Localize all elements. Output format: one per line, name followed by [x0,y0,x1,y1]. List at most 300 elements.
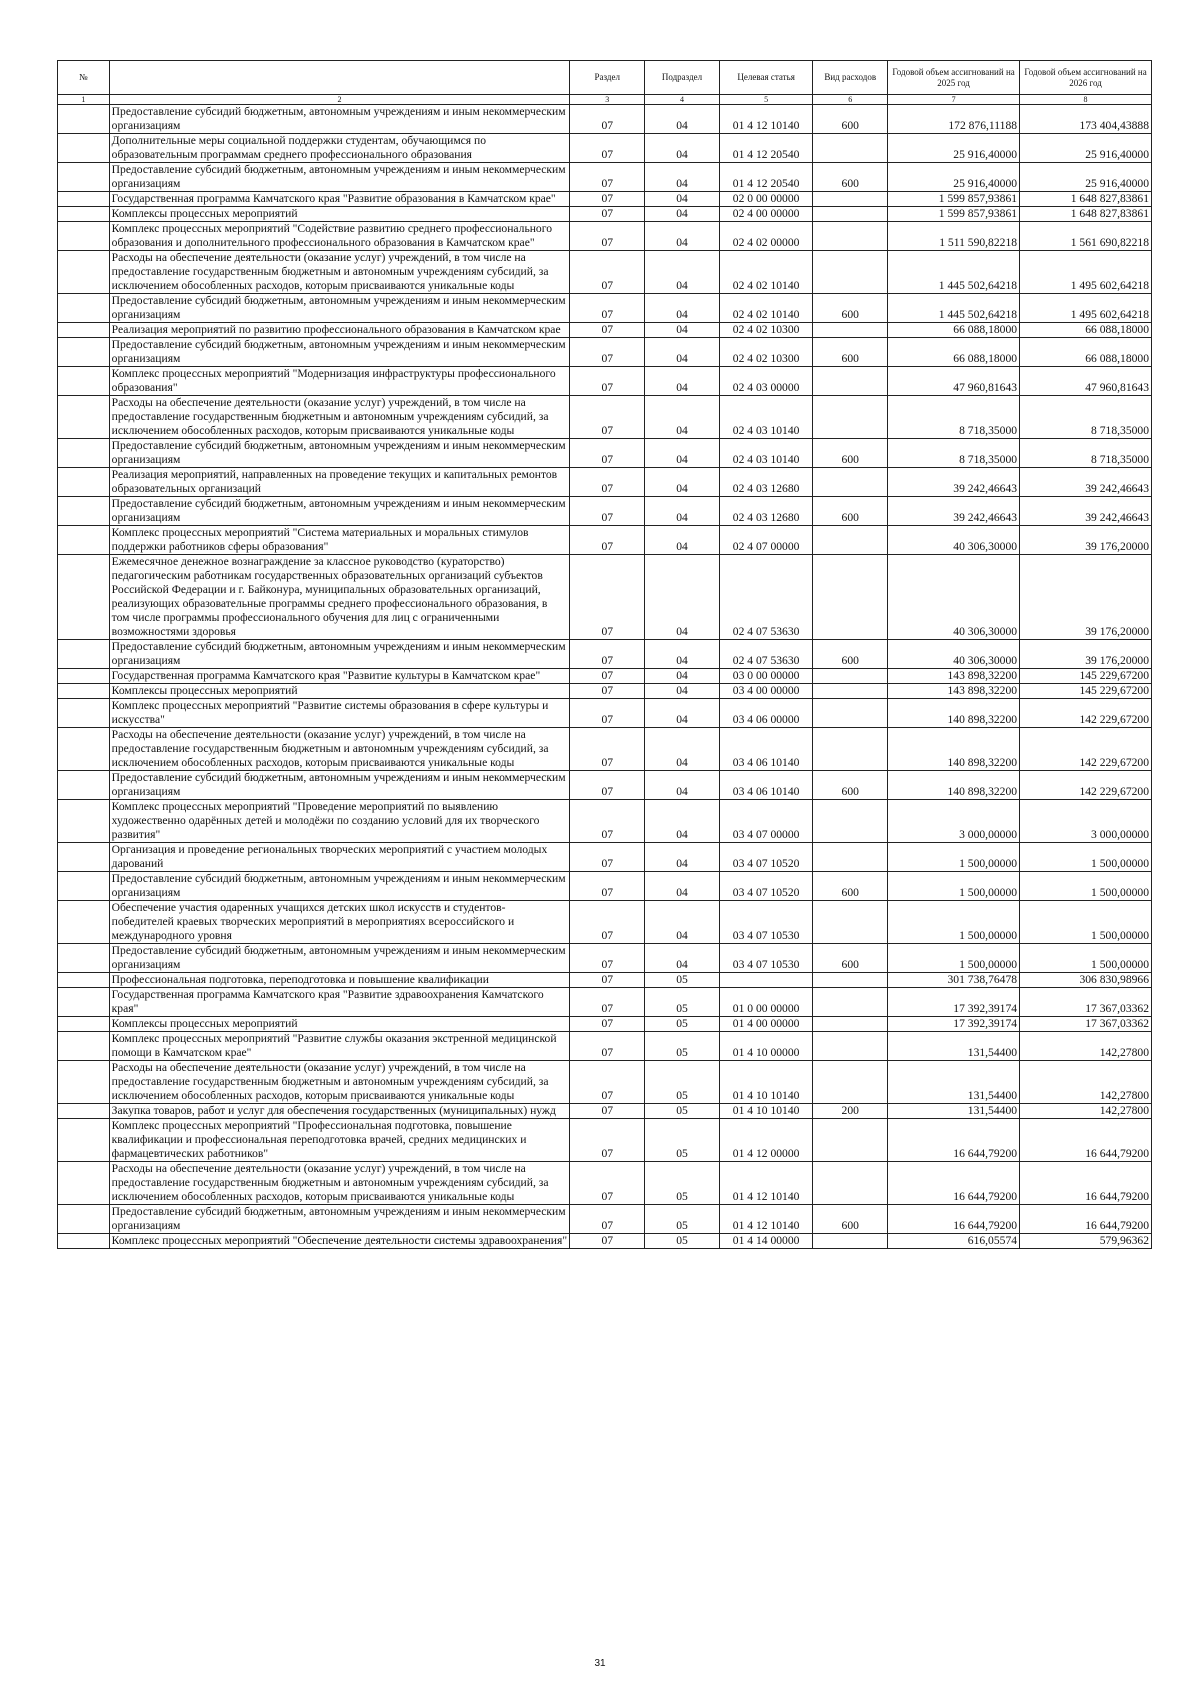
row-name-cell: Предоставление субсидий бюджетным, автономным учреждениям и иным некоммерческим организациям [109,294,570,323]
row-amount-2025-cell: 3 000,00000 [888,800,1020,843]
row-amount-2026-cell: 1 500,00000 [1020,944,1152,973]
row-amount-2026-cell: 17 367,03362 [1020,1017,1152,1032]
row-podrazdel-cell: 04 [645,163,720,192]
row-number-cell [58,988,110,1017]
table-row [58,1234,1152,1249]
row-target-article-cell: 02 4 07 53630 [719,640,812,669]
row-number-cell [58,192,110,207]
row-razdel-cell: 07 [570,1032,645,1061]
row-name-cell: Комплекс процессных мероприятий "Обеспечение деятельности системы здравоохранения" [109,1234,570,1249]
row-number-cell [58,1017,110,1032]
table-row [58,640,1152,669]
row-number-cell [58,396,110,439]
table-row [58,555,1152,640]
header-expense-type: Вид расходов [813,61,888,95]
row-razdel-cell: 07 [570,207,645,222]
row-expense-type-cell [813,192,888,207]
row-razdel-cell: 07 [570,222,645,251]
row-expense-type-cell [813,1119,888,1162]
row-name-cell: Предоставление субсидий бюджетным, автономным учреждениям и иным некоммерческим организациям [109,1205,570,1234]
row-podrazdel-cell: 04 [645,526,720,555]
row-razdel-cell: 07 [570,1119,645,1162]
row-razdel-cell: 07 [570,640,645,669]
row-amount-2026-cell: 16 644,79200 [1020,1205,1152,1234]
row-name-cell: Предоставление субсидий бюджетным, автономным учреждениям и иным некоммерческим организациям [109,439,570,468]
row-amount-2025-cell: 1 445 502,64218 [888,294,1020,323]
row-podrazdel-cell: 04 [645,728,720,771]
row-amount-2025-cell: 66 088,18000 [888,338,1020,367]
table-row [58,728,1152,771]
row-razdel-cell: 07 [570,699,645,728]
table-body [58,105,1152,1249]
row-name-cell: Реализация мероприятий, направленных на проведение текущих и капитальных ремонтов образовательных организаций [109,468,570,497]
row-podrazdel-cell: 04 [645,207,720,222]
row-target-article-cell: 03 4 07 10530 [719,901,812,944]
row-number-cell [58,843,110,872]
column-number: 6 [813,95,888,105]
row-amount-2026-cell: 1 500,00000 [1020,872,1152,901]
row-target-article-cell: 01 0 00 00000 [719,988,812,1017]
row-expense-type-cell [813,1234,888,1249]
header-amount-2025: Годовой объем ассигнований на 2025 год [888,61,1020,95]
row-amount-2026-cell: 66 088,18000 [1020,338,1152,367]
table-row [58,771,1152,800]
row-name-cell: Организация и проведение региональных творческих мероприятий с участием молодых дарований [109,843,570,872]
table-row [58,1104,1152,1119]
row-number-cell [58,439,110,468]
table-row [58,901,1152,944]
table-row [58,192,1152,207]
column-number: 5 [719,95,812,105]
row-number-cell [58,684,110,699]
row-target-article-cell: 02 4 03 00000 [719,367,812,396]
row-number-cell [58,640,110,669]
row-number-cell [58,468,110,497]
row-expense-type-cell [813,699,888,728]
row-name-cell: Комплекс процессных мероприятий "Проведение мероприятий по выявлению художественно одарённых детей и молодёжи по созданию условий для их творческого развития" [109,800,570,843]
row-number-cell [58,367,110,396]
row-name-cell: Расходы на обеспечение деятельности (оказание услуг) учреждений, в том числе на предоставление государственным бюджетным и автономным учреждениям субсидий, за исключением обособленных расходов, которым присваиваются уникальные коды [109,728,570,771]
row-podrazdel-cell: 04 [645,468,720,497]
row-podrazdel-cell: 05 [645,988,720,1017]
row-number-cell [58,872,110,901]
row-amount-2026-cell: 25 916,40000 [1020,134,1152,163]
row-target-article-cell: 01 4 10 00000 [719,1032,812,1061]
table-row [58,1162,1152,1205]
table-row [58,367,1152,396]
row-razdel-cell: 07 [570,1234,645,1249]
row-podrazdel-cell: 04 [645,439,720,468]
row-amount-2026-cell: 39 242,46643 [1020,468,1152,497]
row-number-cell [58,338,110,367]
header-row [58,61,1152,95]
row-razdel-cell: 07 [570,669,645,684]
row-expense-type-cell [813,526,888,555]
row-target-article-cell: 03 4 07 10520 [719,872,812,901]
row-target-article-cell: 03 4 06 00000 [719,699,812,728]
row-target-article-cell: 01 4 14 00000 [719,1234,812,1249]
row-razdel-cell: 07 [570,1104,645,1119]
row-podrazdel-cell: 05 [645,1104,720,1119]
row-podrazdel-cell: 04 [645,684,720,699]
header-razdel: Раздел [570,61,645,95]
row-podrazdel-cell: 04 [645,771,720,800]
row-amount-2026-cell: 142 229,67200 [1020,771,1152,800]
row-name-cell: Государственная программа Камчатского края "Развитие образования в Камчатском крае" [109,192,570,207]
row-amount-2025-cell: 25 916,40000 [888,163,1020,192]
row-amount-2026-cell: 1 500,00000 [1020,843,1152,872]
row-amount-2025-cell: 140 898,32200 [888,699,1020,728]
row-expense-type-cell [813,555,888,640]
header-amount-2026: Годовой объем ассигнований на 2026 год [1020,61,1152,95]
row-target-article-cell: 03 4 07 10520 [719,843,812,872]
row-amount-2026-cell: 16 644,79200 [1020,1119,1152,1162]
row-amount-2025-cell: 1 599 857,93861 [888,207,1020,222]
row-podrazdel-cell: 04 [645,222,720,251]
column-number: 7 [888,95,1020,105]
row-number-cell [58,669,110,684]
row-razdel-cell: 07 [570,526,645,555]
row-number-cell [58,207,110,222]
row-podrazdel-cell: 04 [645,134,720,163]
row-name-cell: Расходы на обеспечение деятельности (оказание услуг) учреждений, в том числе на предоставление государственным бюджетным и автономным учреждениям субсидий, за исключением обособленных расходов, которым присваиваются уникальные коды [109,251,570,294]
header-podrazdel: Подраздел [645,61,720,95]
row-amount-2026-cell: 306 830,98966 [1020,973,1152,988]
row-name-cell: Комплекс процессных мероприятий "Модернизация инфраструктуры профессионального образования" [109,367,570,396]
row-name-cell: Закупка товаров, работ и услуг для обеспечения государственных (муниципальных) нужд [109,1104,570,1119]
row-target-article-cell: 03 4 06 10140 [719,728,812,771]
table-row [58,973,1152,988]
row-amount-2025-cell: 66 088,18000 [888,323,1020,338]
row-amount-2025-cell: 1 500,00000 [888,872,1020,901]
row-expense-type-cell: 200 [813,1104,888,1119]
row-number-cell [58,497,110,526]
row-expense-type-cell [813,800,888,843]
row-name-cell: Ежемесячное денежное вознаграждение за классное руководство (кураторство) педагогическим работникам государственных образовательных организаций субъектов Российской Федерации и г. Байконура, муниципальных образовательных организаций, реализующих образовательные программы среднего профессионального образования, в том числе программы профессионального обучения для лиц с ограниченными возможностями здоровья [109,555,570,640]
row-number-cell [58,1061,110,1104]
row-razdel-cell: 07 [570,134,645,163]
row-expense-type-cell [813,207,888,222]
row-expense-type-cell [813,669,888,684]
row-razdel-cell: 07 [570,163,645,192]
row-expense-type-cell [813,367,888,396]
row-name-cell: Обеспечение участия одаренных учащихся детских школ искусств и студентов-победителей краевых творческих мероприятий в мероприятиях всероссийского и международного уровня [109,901,570,944]
row-name-cell: Комплексы процессных мероприятий [109,684,570,699]
row-podrazdel-cell: 04 [645,800,720,843]
row-razdel-cell: 07 [570,338,645,367]
row-razdel-cell: 07 [570,872,645,901]
row-number-cell [58,1234,110,1249]
row-target-article-cell: 03 4 00 00000 [719,684,812,699]
row-expense-type-cell [813,988,888,1017]
row-razdel-cell: 07 [570,439,645,468]
row-razdel-cell: 07 [570,396,645,439]
row-amount-2026-cell: 145 229,67200 [1020,669,1152,684]
row-razdel-cell: 07 [570,1017,645,1032]
table-row [58,105,1152,134]
row-razdel-cell: 07 [570,105,645,134]
row-razdel-cell: 07 [570,684,645,699]
table-row [58,207,1152,222]
row-target-article-cell: 02 4 02 10140 [719,294,812,323]
row-target-article-cell: 03 4 07 10530 [719,944,812,973]
row-target-article-cell: 01 4 12 20540 [719,163,812,192]
row-target-article-cell: 02 0 00 00000 [719,192,812,207]
row-amount-2025-cell: 131,54400 [888,1061,1020,1104]
row-expense-type-cell [813,1032,888,1061]
row-podrazdel-cell: 05 [645,1017,720,1032]
row-amount-2026-cell: 1 561 690,82218 [1020,222,1152,251]
row-amount-2025-cell: 1 445 502,64218 [888,251,1020,294]
row-target-article-cell: 01 4 12 20540 [719,134,812,163]
row-podrazdel-cell: 05 [645,1061,720,1104]
header-name [109,61,570,95]
row-amount-2025-cell: 616,05574 [888,1234,1020,1249]
row-amount-2025-cell: 131,54400 [888,1104,1020,1119]
row-amount-2025-cell: 131,54400 [888,1032,1020,1061]
row-amount-2025-cell: 16 644,79200 [888,1162,1020,1205]
row-amount-2025-cell: 172 876,11188 [888,105,1020,134]
table-row [58,988,1152,1017]
row-name-cell: Предоставление субсидий бюджетным, автономным учреждениям и иным некоммерческим организациям [109,771,570,800]
row-target-article-cell [719,973,812,988]
row-amount-2025-cell: 40 306,30000 [888,640,1020,669]
row-expense-type-cell [813,1061,888,1104]
row-amount-2026-cell: 47 960,81643 [1020,367,1152,396]
row-razdel-cell: 07 [570,555,645,640]
column-number-row [58,95,1152,105]
row-podrazdel-cell: 04 [645,497,720,526]
row-expense-type-cell [813,684,888,699]
row-podrazdel-cell: 05 [645,1205,720,1234]
row-podrazdel-cell: 04 [645,640,720,669]
row-amount-2026-cell: 39 176,20000 [1020,526,1152,555]
row-target-article-cell: 01 4 12 10140 [719,1162,812,1205]
table-row [58,294,1152,323]
row-number-cell [58,251,110,294]
table-row [58,526,1152,555]
row-amount-2025-cell: 40 306,30000 [888,526,1020,555]
row-number-cell [58,1119,110,1162]
row-amount-2026-cell: 3 000,00000 [1020,800,1152,843]
row-podrazdel-cell: 04 [645,323,720,338]
table-row [58,1119,1152,1162]
row-number-cell [58,294,110,323]
row-target-article-cell: 01 4 12 00000 [719,1119,812,1162]
row-amount-2026-cell: 8 718,35000 [1020,396,1152,439]
row-number-cell [58,1104,110,1119]
row-expense-type-cell: 600 [813,163,888,192]
row-number-cell [58,944,110,973]
row-expense-type-cell: 600 [813,872,888,901]
row-podrazdel-cell: 04 [645,338,720,367]
row-number-cell [58,973,110,988]
row-expense-type-cell [813,901,888,944]
row-amount-2026-cell: 16 644,79200 [1020,1162,1152,1205]
table-row [58,1061,1152,1104]
row-expense-type-cell: 600 [813,497,888,526]
row-target-article-cell: 03 0 00 00000 [719,669,812,684]
row-amount-2025-cell: 16 644,79200 [888,1205,1020,1234]
row-number-cell [58,134,110,163]
budget-allocation-table [57,60,1152,1249]
row-expense-type-cell [813,973,888,988]
row-podrazdel-cell: 04 [645,105,720,134]
table-row [58,1032,1152,1061]
row-amount-2026-cell: 579,96362 [1020,1234,1152,1249]
row-razdel-cell: 07 [570,728,645,771]
row-expense-type-cell [813,1017,888,1032]
table-row [58,1017,1152,1032]
row-amount-2025-cell: 1 511 590,82218 [888,222,1020,251]
row-amount-2025-cell: 8 718,35000 [888,439,1020,468]
row-razdel-cell: 07 [570,944,645,973]
row-target-article-cell: 02 4 03 12680 [719,468,812,497]
row-amount-2026-cell: 39 176,20000 [1020,640,1152,669]
row-name-cell: Комплекс процессных мероприятий "Профессиональная подготовка, повышение квалификации и профессиональная переподготовка врачей, средних медицинских и фармацевтических работников" [109,1119,570,1162]
row-amount-2025-cell: 17 392,39174 [888,988,1020,1017]
table-row [58,872,1152,901]
row-razdel-cell: 07 [570,800,645,843]
row-amount-2025-cell: 17 392,39174 [888,1017,1020,1032]
row-name-cell: Профессиональная подготовка, переподготовка и повышение квалификации [109,973,570,988]
row-name-cell: Комплекс процессных мероприятий "Развитие системы образования в сфере культуры и искусства" [109,699,570,728]
row-podrazdel-cell: 04 [645,901,720,944]
table-row [58,439,1152,468]
row-amount-2026-cell: 142,27800 [1020,1032,1152,1061]
row-podrazdel-cell: 04 [645,294,720,323]
row-podrazdel-cell: 04 [645,192,720,207]
row-amount-2026-cell: 17 367,03362 [1020,988,1152,1017]
row-name-cell: Предоставление субсидий бюджетным, автономным учреждениям и иным некоммерческим организациям [109,105,570,134]
table-row [58,944,1152,973]
row-name-cell: Предоставление субсидий бюджетным, автономным учреждениям и иным некоммерческим организациям [109,640,570,669]
column-number: 4 [645,95,720,105]
table-row [58,800,1152,843]
row-podrazdel-cell: 05 [645,1162,720,1205]
row-name-cell: Комплексы процессных мероприятий [109,1017,570,1032]
row-podrazdel-cell: 05 [645,1032,720,1061]
row-podrazdel-cell: 04 [645,555,720,640]
row-expense-type-cell: 600 [813,944,888,973]
row-name-cell: Комплекс процессных мероприятий "Содействие развитию среднего профессионального образования и дополнительного профессионального образования в Камчатском крае" [109,222,570,251]
row-name-cell: Реализация мероприятий по развитию профессионального образования в Камчатском крае [109,323,570,338]
row-target-article-cell: 02 4 00 00000 [719,207,812,222]
row-target-article-cell: 01 4 10 10140 [719,1061,812,1104]
row-amount-2025-cell: 39 242,46643 [888,497,1020,526]
row-razdel-cell: 07 [570,367,645,396]
row-target-article-cell: 03 4 06 10140 [719,771,812,800]
row-amount-2026-cell: 66 088,18000 [1020,323,1152,338]
row-amount-2026-cell: 39 176,20000 [1020,555,1152,640]
row-podrazdel-cell: 04 [645,367,720,396]
row-name-cell: Расходы на обеспечение деятельности (оказание услуг) учреждений, в том числе на предоставление государственным бюджетным и автономным учреждениям субсидий, за исключением обособленных расходов, которым присваиваются уникальные коды [109,396,570,439]
row-number-cell [58,728,110,771]
row-razdel-cell: 07 [570,251,645,294]
row-number-cell [58,163,110,192]
row-amount-2025-cell: 47 960,81643 [888,367,1020,396]
row-amount-2026-cell: 142,27800 [1020,1061,1152,1104]
row-podrazdel-cell: 04 [645,699,720,728]
row-target-article-cell: 02 4 07 00000 [719,526,812,555]
row-razdel-cell: 07 [570,901,645,944]
row-number-cell [58,555,110,640]
row-amount-2025-cell: 1 599 857,93861 [888,192,1020,207]
table-row [58,338,1152,367]
row-razdel-cell: 07 [570,1162,645,1205]
header-target-article: Целевая статья [719,61,812,95]
row-target-article-cell: 01 4 12 10140 [719,105,812,134]
table-row [58,163,1152,192]
row-podrazdel-cell: 04 [645,669,720,684]
column-number: 2 [109,95,570,105]
row-number-cell [58,1162,110,1205]
row-number-cell [58,222,110,251]
column-number: 1 [58,95,110,105]
row-name-cell: Государственная программа Камчатского края "Развитие здравоохранения Камчатского края" [109,988,570,1017]
row-expense-type-cell [813,134,888,163]
row-amount-2026-cell: 25 916,40000 [1020,163,1152,192]
row-name-cell: Предоставление субсидий бюджетным, автономным учреждениям и иным некоммерческим организациям [109,944,570,973]
row-amount-2026-cell: 1 648 827,83861 [1020,207,1152,222]
row-number-cell [58,771,110,800]
row-amount-2026-cell: 1 500,00000 [1020,901,1152,944]
row-number-cell [58,1032,110,1061]
row-target-article-cell: 01 4 10 10140 [719,1104,812,1119]
row-amount-2026-cell: 142,27800 [1020,1104,1152,1119]
header-num: № [58,61,110,95]
row-amount-2026-cell: 173 404,43888 [1020,105,1152,134]
table-row [58,684,1152,699]
row-amount-2025-cell: 1 500,00000 [888,843,1020,872]
table-row [58,323,1152,338]
row-name-cell: Дополнительные меры социальной поддержки студентам, обучающимся по образовательным программам среднего профессионального образования [109,134,570,163]
row-number-cell [58,526,110,555]
row-name-cell: Государственная программа Камчатского края "Развитие культуры в Камчатском крае" [109,669,570,684]
row-amount-2025-cell: 301 738,76478 [888,973,1020,988]
row-amount-2026-cell: 8 718,35000 [1020,439,1152,468]
row-razdel-cell: 07 [570,843,645,872]
row-amount-2025-cell: 40 306,30000 [888,555,1020,640]
row-number-cell [58,1205,110,1234]
row-amount-2025-cell: 16 644,79200 [888,1119,1020,1162]
row-razdel-cell: 07 [570,497,645,526]
row-amount-2025-cell: 8 718,35000 [888,396,1020,439]
row-expense-type-cell: 600 [813,640,888,669]
row-expense-type-cell: 600 [813,1205,888,1234]
row-target-article-cell: 02 4 02 00000 [719,222,812,251]
row-name-cell: Предоставление субсидий бюджетным, автономным учреждениям и иным некоммерческим организациям [109,872,570,901]
row-target-article-cell: 02 4 02 10300 [719,323,812,338]
row-target-article-cell: 02 4 03 10140 [719,439,812,468]
row-expense-type-cell [813,251,888,294]
row-amount-2025-cell: 39 242,46643 [888,468,1020,497]
row-number-cell [58,800,110,843]
row-expense-type-cell: 600 [813,771,888,800]
row-razdel-cell: 07 [570,1061,645,1104]
row-number-cell [58,699,110,728]
row-name-cell: Расходы на обеспечение деятельности (оказание услуг) учреждений, в том числе на предоставление государственным бюджетным и автономным учреждениям субсидий, за исключением обособленных расходов, которым присваиваются уникальные коды [109,1061,570,1104]
column-number: 3 [570,95,645,105]
row-name-cell: Комплекс процессных мероприятий "Система материальных и моральных стимулов поддержки работников сферы образования" [109,526,570,555]
row-number-cell [58,901,110,944]
row-target-article-cell: 03 4 07 00000 [719,800,812,843]
row-target-article-cell: 01 4 00 00000 [719,1017,812,1032]
row-expense-type-cell [813,222,888,251]
row-podrazdel-cell: 04 [645,944,720,973]
table-row [58,134,1152,163]
row-target-article-cell: 02 4 02 10300 [719,338,812,367]
